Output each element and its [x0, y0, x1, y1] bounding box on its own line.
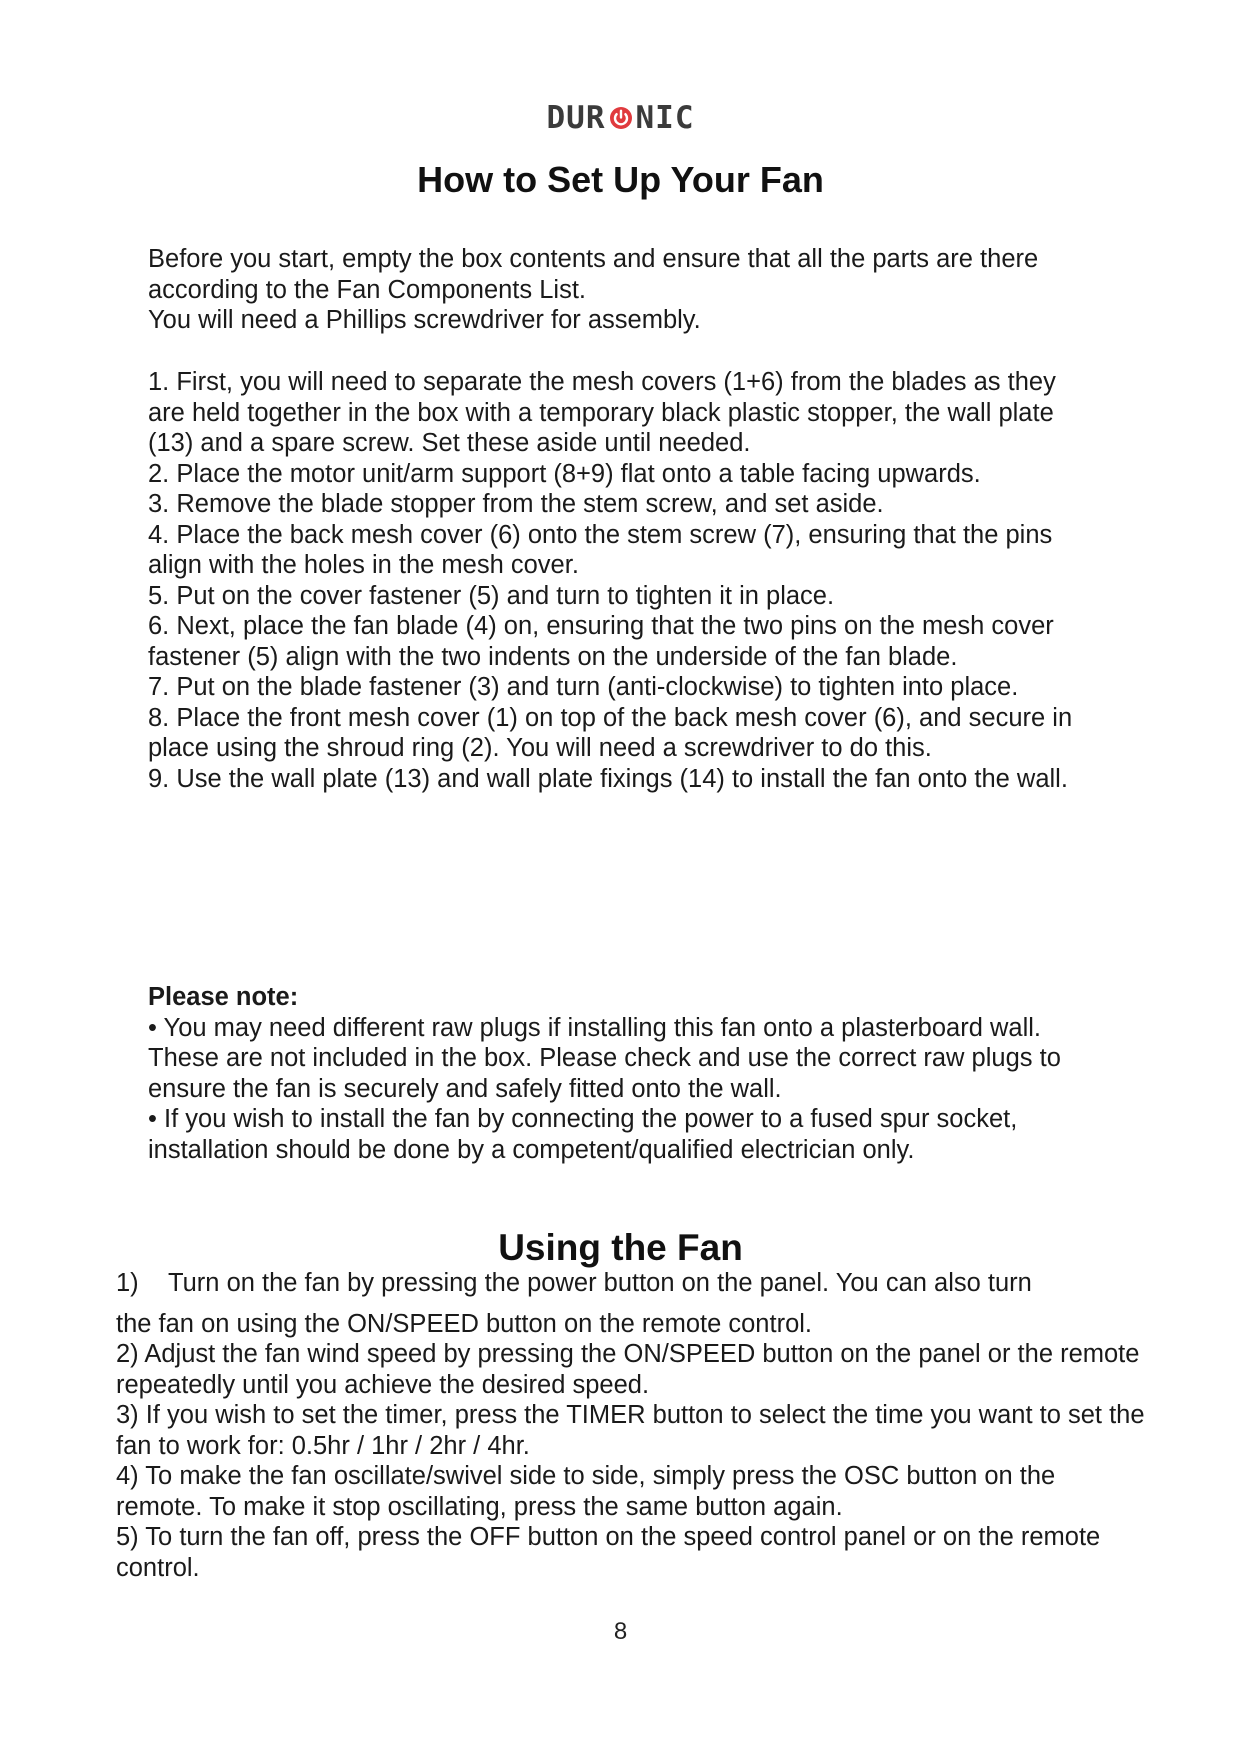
using-step: 5) To turn the fan off, press the OFF button on the speed control panel or on the remote control. [116, 1523, 1101, 1582]
using-step: 3) If you wish to set the timer, press the TIMER button to select the time you want to set the fan to work for: 0.5hr / 1hr / 2hr / 4hr. [116, 1401, 1145, 1460]
using-steps [116, 1268, 1146, 1583]
brand-logo [0, 100, 1241, 136]
using-step-continuation: the fan on using the ON/SPEED button on the remote control. [116, 1309, 812, 1338]
page-title: How to Set Up Your Fan [417, 159, 824, 200]
setup-step: 9. Use the wall plate (13) and wall plate fixings (14) to install the fan onto the wall. [148, 764, 1068, 793]
note-item: • If you wish to install the fan by connecting the power to a fused spur socket, installation should be done by a competent/qualified electrician only. [148, 1105, 1018, 1164]
note-section [148, 982, 1098, 1165]
brand-prefix: DUR [546, 100, 606, 136]
using-step-first [116, 1268, 1146, 1299]
using-step: 2) Adjust the fan wind speed by pressing the ON/SPEED button on the panel or the remote repeatedly until you achieve the desired speed. [116, 1340, 1140, 1399]
setup-step: 1. First, you will need to separate the mesh covers (1+6) from the blades as they are held together in the box with a temporary black plastic stopper, the wall plate (13) and a spare screw. Set these aside until needed. [148, 368, 1056, 457]
setup-steps [148, 367, 1098, 794]
power-icon [609, 106, 633, 130]
using-step: 4) To make the fan oscillate/swivel side to side, simply press the OSC button on the remote. To make it stop oscillating, press the same button again. [116, 1462, 1056, 1521]
brand-suffix: NIC [635, 100, 695, 136]
intro-section [148, 244, 1098, 336]
setup-step: 7. Put on the blade fastener (3) and turn (anti-clockwise) to tighten into place. [148, 673, 1019, 701]
setup-step: 5. Put on the cover fastener (5) and turn to tighten it in place. [148, 581, 835, 610]
setup-step: 6. Next, place the fan blade (4) on, ensuring that the two pins on the mesh cover fastener (5) align with the two indents on the underside of the fan blade. [148, 612, 1054, 671]
page-number: 8 [613, 1618, 628, 1645]
section-title-using: Using the Fan [498, 1227, 743, 1268]
using-step-number: 1) [116, 1269, 139, 1297]
note-item: • You may need different raw plugs if installing this fan onto a plasterboard wall. These are not included in the box. Please check and use the correct raw plugs to ensure the fan is securely and safely fitted onto the wall. [148, 1013, 1061, 1103]
intro-paragraph: You will need a Phillips screwdriver for assembly. [148, 306, 701, 334]
setup-step: 3. Remove the blade stopper from the stem screw, and set aside. [148, 490, 884, 518]
setup-step: 8. Place the front mesh cover (1) on top of the back mesh cover (6), and secure in place using the shroud ring (2). You will need a screwdriver to do this. [148, 703, 1073, 762]
setup-step: 2. Place the motor unit/arm support (8+9) flat onto a table facing upwards. [148, 459, 981, 488]
note-title: Please note: [148, 983, 299, 1011]
intro-paragraph: Before you start, empty the box contents and ensure that all the parts are there according to the Fan Components List. [148, 245, 1039, 304]
setup-step: 4. Place the back mesh cover (6) onto the stem screw (7), ensuring that the pins align with the holes in the mesh cover. [148, 520, 1053, 579]
using-step-text: Turn on the fan by pressing the power button on the panel. You can also turn [168, 1269, 1032, 1297]
